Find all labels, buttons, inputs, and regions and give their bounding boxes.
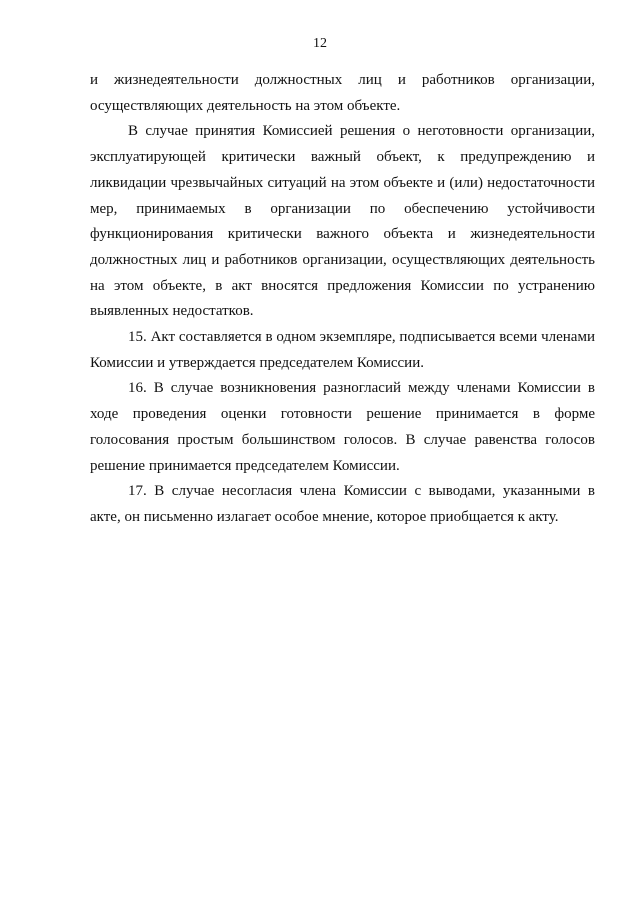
paragraph-commission-decision: В случае принятия Комиссией решения о неготовности организации, эксплуатирующей критически важный объект, к предупреждению и ликвидации чрезвычайных ситуаций на этом объекте и (или) недостаточности мер, принимаемых в организации по обеспечению устойчивости функционирования критически важного объекта и жизнедеятельности должностных лиц и работников организации, осуществляющих деятельность на этом объекте, в акт вносятся предложения Комиссии по устранению выявленных недостатков. xyxy=(90,123,595,320)
document-body xyxy=(90,68,595,531)
paragraph-clause-16: 16. В случае возникновения разногласий между членами Комиссии в ходе проведения оценки готовности решение принимается в форме голосования простым большинством голосов. В случае равенства голосов решение принимается председателем Комиссии. xyxy=(90,380,595,474)
paragraph-continuation: и жизнедеятельности должностных лиц и работников организации, осуществляющих деятельность на этом объекте. xyxy=(90,72,595,114)
page-number: 12 xyxy=(313,36,327,51)
paragraph-clause-17: 17. В случае несогласия члена Комиссии с выводами, указанными в акте, он письменно излагает особое мнение, которое приобщается к акту. xyxy=(90,483,595,525)
paragraph-clause-15: 15. Акт составляется в одном экземпляре, подписывается всеми членами Комиссии и утверждается председателем Комиссии. xyxy=(90,329,595,371)
